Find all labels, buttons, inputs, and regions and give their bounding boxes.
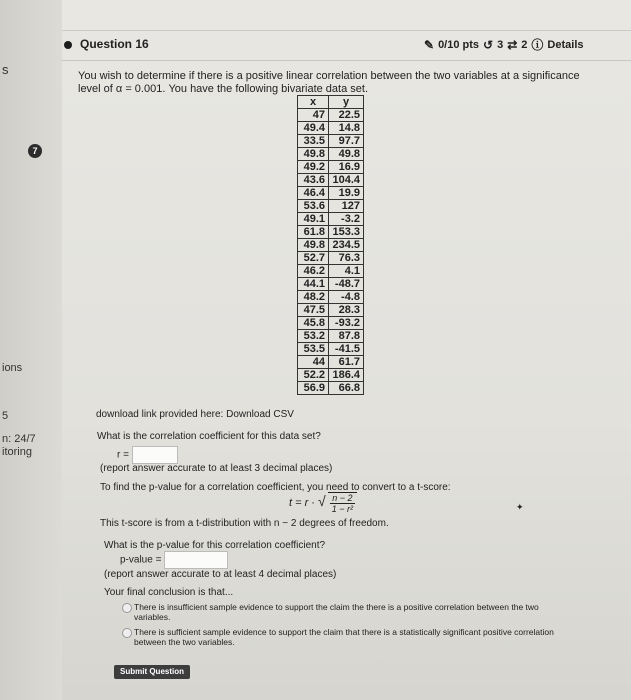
cell-y: 234.5 (329, 239, 364, 252)
sqrt-sign: √ (318, 492, 326, 509)
table-row (298, 291, 364, 304)
table-row (298, 265, 364, 278)
table-row (298, 161, 364, 174)
table-row (298, 239, 364, 252)
undo-count: 3 (497, 38, 504, 51)
score-label: 0/10 pts (438, 38, 480, 51)
cell-y: 61.7 (329, 356, 364, 369)
table-row (298, 226, 364, 239)
cell-x: 52.2 (298, 369, 329, 382)
pvalue-note: (report answer accurate to at least 4 decimal places) (104, 569, 337, 580)
data-table (297, 95, 364, 395)
cell-x: 46.2 (298, 265, 329, 278)
cell-y: 22.5 (329, 109, 364, 122)
table-row (298, 122, 364, 135)
sidebar-fragment-s: s (2, 62, 9, 77)
question-bullet-icon (64, 41, 72, 49)
formula-radicand (328, 492, 357, 514)
question-divider (62, 60, 631, 61)
cell-y: 49.8 (329, 148, 364, 161)
cell-y: 104.4 (329, 174, 364, 187)
table-row (298, 317, 364, 330)
formula-numerator: n − 2 (330, 493, 355, 504)
t-score-formula (289, 492, 357, 514)
cell-x: 47 (298, 109, 329, 122)
cell-y: 4.1 (329, 265, 364, 278)
cell-x: 56.9 (298, 382, 329, 395)
r-answer-input[interactable] (132, 446, 178, 464)
cell-x: 33.5 (298, 135, 329, 148)
formula-lhs: t = r · (289, 496, 315, 509)
question-prompt: You wish to determine if there is a positive linear correlation between the two variables at a significance level of α = 0.001. You have the following bivariate data set. (78, 70, 580, 95)
cell-x: 45.8 (298, 317, 329, 330)
table-body (298, 109, 364, 395)
cell-y: 153.3 (329, 226, 364, 239)
r-label: r = (117, 449, 129, 461)
sidebar-fragment-support: n: 24/7 (2, 433, 36, 445)
correlation-question: What is the correlation coefficient for this data set? (97, 431, 321, 442)
pvalue-intro: To find the p-value for a correlation coefficient, you need to convert to a t-score: (100, 482, 451, 493)
download-csv-link[interactable]: Download CSV (226, 409, 294, 420)
pvalue-label: p-value = (120, 554, 162, 566)
cell-x: 61.8 (298, 226, 329, 239)
cell-y: -48.7 (329, 278, 364, 291)
cell-y: 76.3 (329, 252, 364, 265)
pvalue-answer-row (120, 551, 228, 569)
cell-x: 46.4 (298, 187, 329, 200)
cell-x: 48.2 (298, 291, 329, 304)
cell-x: 43.6 (298, 174, 329, 187)
table-row (298, 382, 364, 395)
download-text: download link provided here: (96, 409, 224, 420)
cell-y: 14.8 (329, 122, 364, 135)
table-row (298, 343, 364, 356)
cell-x: 49.8 (298, 148, 329, 161)
cell-y: -93.2 (329, 317, 364, 330)
radio-button[interactable] (122, 628, 132, 638)
cell-y: 97.7 (329, 135, 364, 148)
table-row (298, 330, 364, 343)
table-row (298, 174, 364, 187)
table-header-row (298, 96, 364, 109)
cell-x: 49.1 (298, 213, 329, 226)
option-label: There is sufficient sample evidence to support the claim that there is a statistically significant positive correlation between the two variables. (134, 627, 554, 647)
download-line (96, 409, 294, 420)
sidebar-fragment-monitoring: itoring (2, 446, 32, 458)
table-row (298, 135, 364, 148)
cell-y: 87.8 (329, 330, 364, 343)
edit-icon: ✎ (424, 37, 435, 52)
table-row (298, 356, 364, 369)
cell-y: 28.3 (329, 304, 364, 317)
cell-x: 53.5 (298, 343, 329, 356)
cell-y: 16.9 (329, 161, 364, 174)
details-link[interactable]: Details (547, 38, 584, 51)
table-row (298, 252, 364, 265)
cell-x: 53.6 (298, 200, 329, 213)
sidebar-fragment-5: 5 (2, 410, 9, 422)
table-row (298, 369, 364, 382)
option-label: There is insufficient sample evidence to support the claim the there is a positive correlation between the two variables. (134, 602, 539, 622)
cell-x: 49.4 (298, 122, 329, 135)
cell-x: 52.7 (298, 252, 329, 265)
cell-x: 47.5 (298, 304, 329, 317)
cell-y: -41.5 (329, 343, 364, 356)
conclusion-question: Your final conclusion is that... (104, 587, 234, 598)
table-row (298, 200, 364, 213)
cell-y: 127 (329, 200, 364, 213)
formula-fraction (330, 493, 355, 514)
sidebar-strip (0, 0, 62, 700)
question-meta (424, 36, 584, 53)
correlation-note: (report answer accurate to at least 3 decimal places) (100, 463, 333, 474)
column-header-x: x (298, 96, 329, 109)
cell-x: 49.2 (298, 161, 329, 174)
undo-icon[interactable]: ↺ (483, 37, 494, 52)
sidebar-fragment-ions: ions (2, 362, 23, 374)
table-row (298, 187, 364, 200)
t-score-note: This t-score is from a t-distribution with n − 2 degrees of freedom. (100, 518, 389, 529)
conclusion-option-sufficient[interactable] (124, 627, 554, 647)
question-number-badge[interactable]: 7 (28, 144, 42, 158)
table-row (298, 304, 364, 317)
cell-x: 44.1 (298, 278, 329, 291)
pvalue-question: What is the p-value for this correlation coefficient? (104, 540, 326, 551)
pvalue-answer-input[interactable] (164, 551, 228, 569)
cell-x: 44 (298, 356, 329, 369)
submit-question-button[interactable]: Submit Question (114, 665, 190, 679)
radio-button[interactable] (122, 603, 132, 613)
retry-icon[interactable]: ⇄ (507, 37, 518, 52)
conclusion-option-insufficient[interactable] (124, 602, 554, 622)
table-row (298, 148, 364, 161)
correlation-answer-row (117, 446, 178, 464)
cell-y: 66.8 (329, 382, 364, 395)
cell-y: 186.4 (329, 369, 364, 382)
cell-y: -3.2 (329, 213, 364, 226)
formula-denominator: 1 − r² (331, 504, 353, 514)
column-header-y: y (329, 96, 364, 109)
question-title: Question 16 (80, 37, 149, 51)
table-row (298, 109, 364, 122)
cell-y: -4.8 (329, 291, 364, 304)
cell-x: 53.2 (298, 330, 329, 343)
info-icon[interactable]: ⓘ (531, 38, 544, 52)
header-divider (62, 30, 631, 31)
table-row (298, 213, 364, 226)
table-row (298, 278, 364, 291)
cell-x: 49.8 (298, 239, 329, 252)
cursor-icon: ✦ (516, 502, 524, 512)
retry-count: 2 (521, 38, 528, 51)
cell-y: 19.9 (329, 187, 364, 200)
